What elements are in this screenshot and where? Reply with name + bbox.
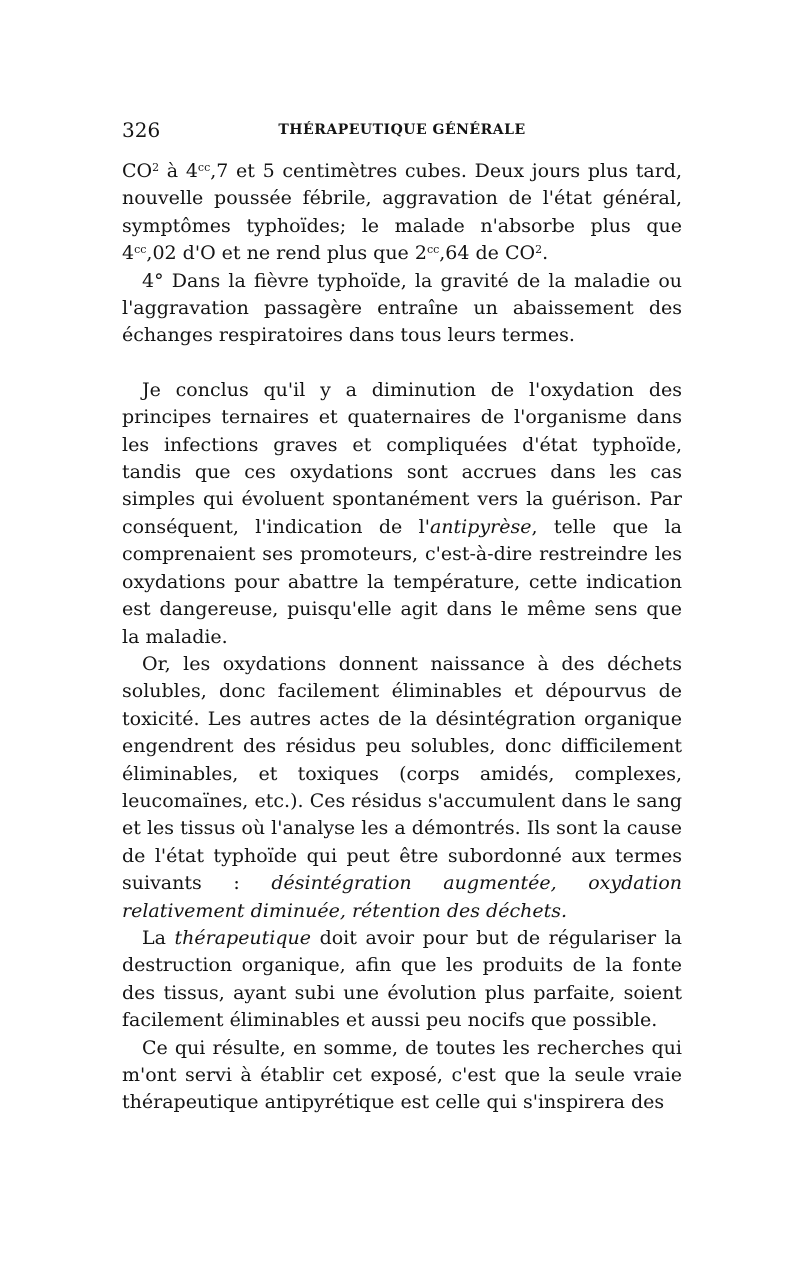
paragraph-4: Or, les oxydations donnent naissance à des déchets solubles, donc facilement éliminables et dépourvus de toxicité. Les autres actes de la désintégration organique engendrent des résidus peu solubles, donc difficilement éliminables, et toxiques (corps amidés, complexes, leucomaïnes, etc.). Ces résidus s'accumulent dans le sang et les tissus où l'analyse les a démontrés. Ils sont la cause de l'état typhoïde qui peut être subordonné aux termes suivants : désintégration augmentée, oxydation relativement diminuée, rétention des déchets. — [122, 652, 682, 922]
paragraph-1: $CO^2$ à $4^{cc},7$ et 5 centimètres cubes. Deux jours plus tard, nouvelle poussée fébrile, aggravation de l'état général, symptômes typhoïdes; le malade n'absorbe plus que $4^{cc},02$ d'O et ne rend plus que $2^{cc},64$ de $CO^2$. — [122, 160, 682, 265]
book-page — [122, 118, 682, 1117]
paragraph-5: La thérapeutique doit avoir pour but de régulariser la destruction organique, afin que les produits de la fonte des tissus, ayant subi une évolution plus parfaite, soient facilement éliminables et aussi peu nocifs que possible. — [122, 926, 682, 1032]
paragraph-3: Je conclus qu'il y a diminution de l'oxydation des principes ternaires et quaternaires de l'organisme dans les infections graves et compliquées d'état typhoïde, tandis que ces oxydations sont accrues dans les cas simples qui évoluent spontanément vers la guérison. Par conséquent, l'indication de l'antipyrèse, telle que la comprenaient ses promoteurs, c'est-à-dire restreindre les oxydations pour abattre la température, cette indication est dangereuse, puisqu'elle agit dans le même sens que la maladie. — [122, 378, 683, 648]
paragraph-2: 4° Dans la fièvre typhoïde, la gravité de la maladie ou l'aggravation passagère entraîne un abaissement des échanges respiratoires dans tous leurs termes. — [122, 269, 682, 347]
page-number: 326 — [122, 118, 161, 142]
page-header — [122, 118, 682, 148]
body-text — [122, 158, 682, 1117]
paragraph-6: Ce qui résulte, en somme, de toutes les recherches qui m'ont servi à établir cet exposé, c'est que la seule vraie thérapeutique antipyrétique est celle qui s'inspirera des — [122, 1036, 682, 1114]
running-title: THÉRAPEUTIQUE GÉNÉRALE — [278, 122, 526, 138]
